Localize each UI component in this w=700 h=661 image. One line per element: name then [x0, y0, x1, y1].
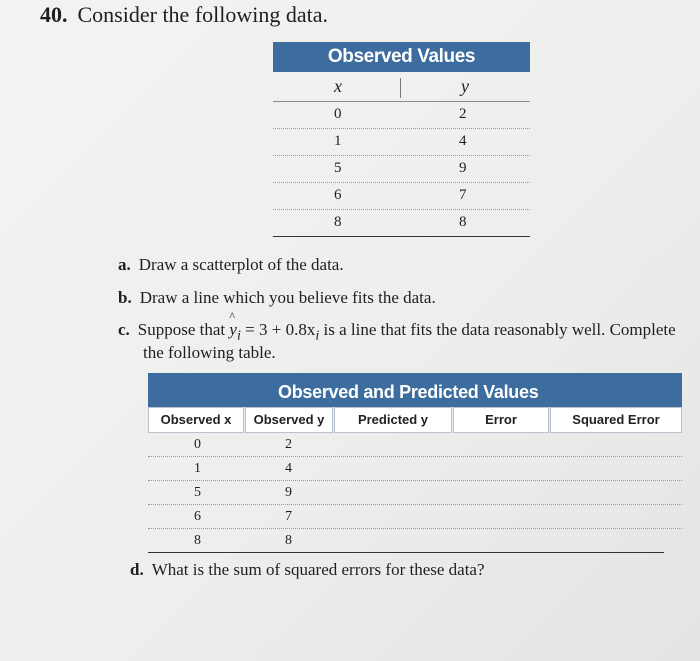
cell-observed-x: 6 [194, 509, 201, 524]
observed-values-title: Observed Values [273, 42, 530, 72]
observed-values-header-row [273, 72, 530, 102]
cell-observed-x: 1 [194, 461, 201, 476]
question-label: d. [130, 560, 144, 579]
header-observed-x: Observed x [148, 407, 244, 433]
cell-x: 6 [334, 187, 342, 203]
table-row [148, 481, 682, 505]
observed-values-table [273, 42, 530, 237]
question-text: Draw a scatterplot of the data. [138, 255, 344, 274]
question-text: Suppose that [137, 320, 226, 339]
question-a [118, 255, 344, 275]
cell-y: 8 [459, 214, 467, 230]
question-label: c. [118, 320, 130, 339]
column-divider [400, 78, 401, 98]
cell-y: 4 [459, 133, 467, 149]
question-text: Draw a line which you believe fits the data. [139, 288, 436, 307]
question-text: is a line that fits the data reasonably well. Complete [323, 320, 676, 339]
problem-prompt: Consider the following data. [77, 2, 329, 27]
question-text: What is the sum of squared errors for these data? [151, 560, 485, 579]
cell-x: 8 [334, 214, 342, 230]
column-x-header: x [334, 76, 342, 96]
cell-observed-y: 9 [285, 485, 292, 500]
question-d [130, 560, 485, 580]
question-c-continued [143, 343, 276, 363]
question-c [118, 320, 676, 344]
question-text: the following table. [143, 343, 276, 362]
cell-x: 0 [334, 106, 342, 122]
observed-predicted-title: Observed and Predicted Values [148, 373, 682, 407]
table-row [148, 529, 664, 553]
cell-x: 1 [334, 133, 342, 149]
cell-observed-y: 7 [285, 509, 292, 524]
cell-observed-x: 5 [194, 485, 201, 500]
cell-observed-x: 8 [194, 533, 201, 548]
table-row [148, 505, 682, 529]
table-row [148, 457, 682, 481]
question-label: b. [118, 288, 132, 307]
observed-predicted-table [148, 373, 682, 548]
cell-observed-y: 2 [285, 437, 292, 452]
cell-observed-x: 0 [194, 437, 201, 452]
question-label: a. [118, 255, 131, 274]
header-observed-y: Observed y [245, 407, 333, 433]
question-b [118, 288, 436, 308]
y-hat-symbol: ^ y [229, 320, 237, 340]
cell-y: 9 [459, 160, 467, 176]
cell-x: 5 [334, 160, 342, 176]
header-squared-error: Squared Error [550, 407, 682, 433]
table-row [273, 102, 530, 129]
cell-observed-y: 8 [285, 533, 292, 548]
table-row [273, 210, 530, 237]
header-error: Error [453, 407, 549, 433]
table-row [148, 433, 682, 457]
problem-header [40, 2, 328, 28]
subscript-i: i [315, 327, 320, 344]
header-predicted-y: Predicted y [334, 407, 452, 433]
observed-predicted-rows [148, 433, 682, 553]
table-row [273, 156, 530, 183]
column-y-header: y [461, 76, 469, 96]
cell-y: 2 [459, 106, 467, 122]
problem-number: 40. [40, 2, 68, 27]
cell-y: 7 [459, 187, 467, 203]
table-row [273, 183, 530, 210]
regression-equation: = 3 + 0.8x [245, 320, 316, 339]
cell-observed-y: 4 [285, 461, 292, 476]
subscript-i: i [236, 327, 241, 344]
table-row [273, 129, 530, 156]
